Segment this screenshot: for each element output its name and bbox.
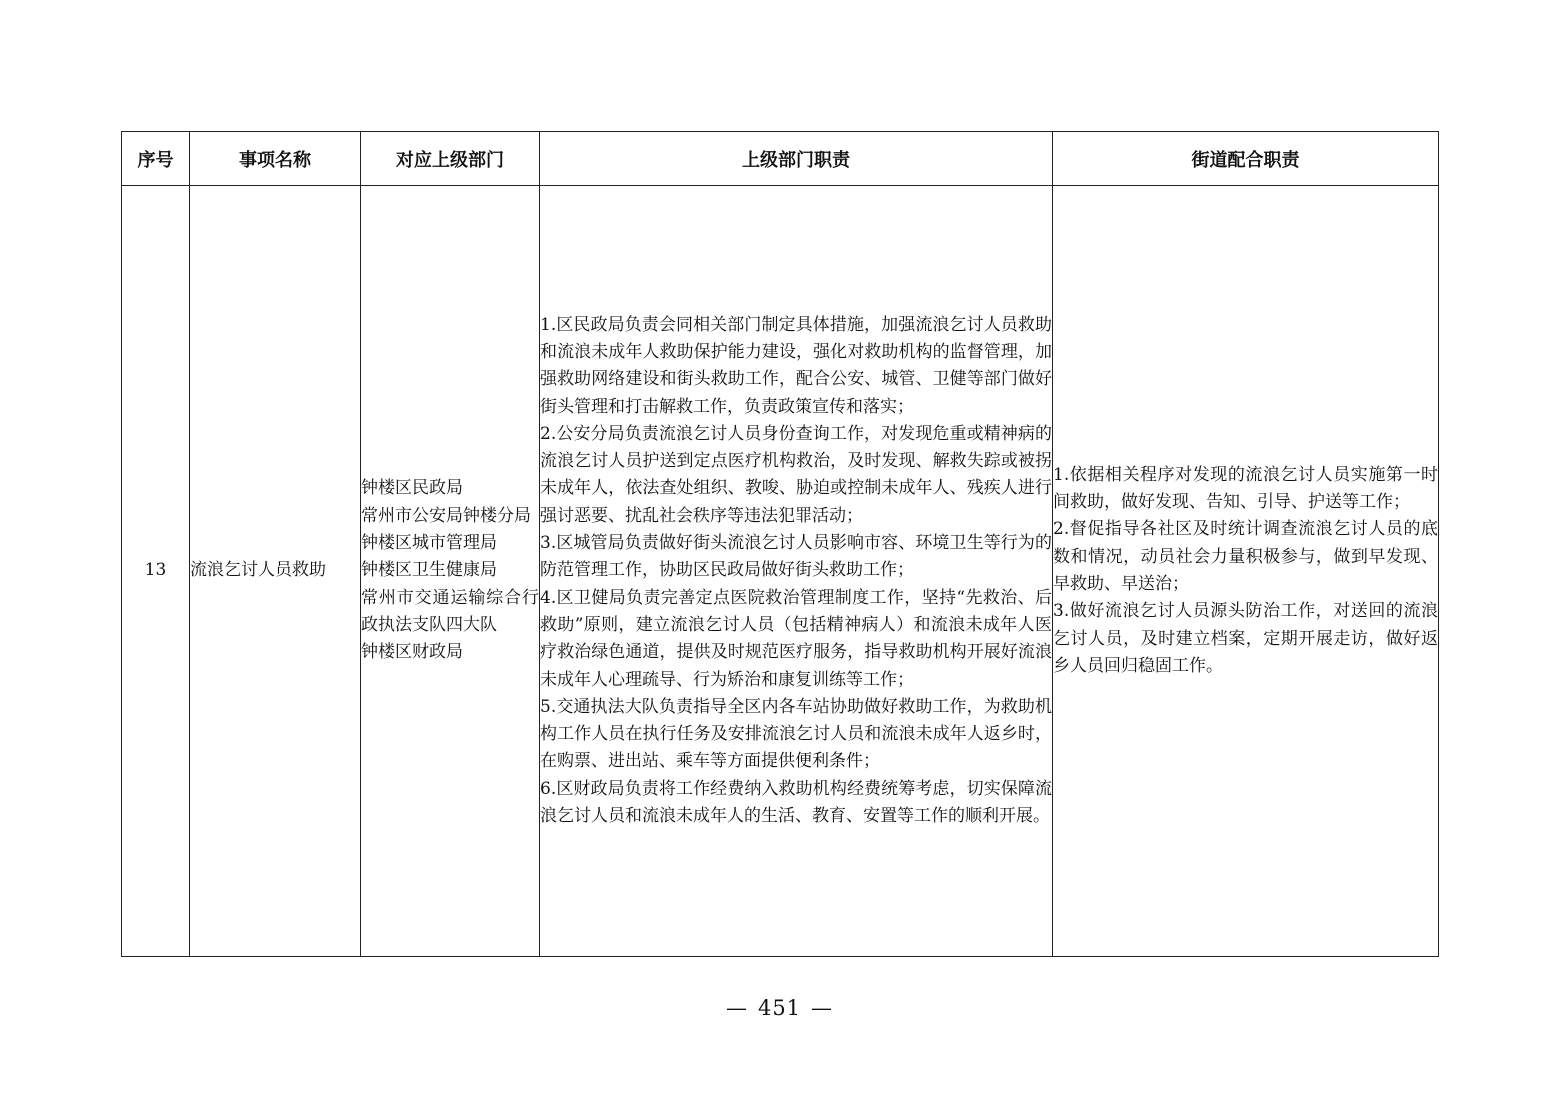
duty-table xyxy=(121,131,1439,957)
department-item: 常州市交通运输综合行政执法支队四大队 xyxy=(361,587,539,635)
header-superior-duties: 上级部门职责 xyxy=(540,132,1053,186)
row-number: 13 xyxy=(122,186,190,957)
department-item: 钟楼区财政局 xyxy=(361,642,463,663)
superior-duty-item: 6.区财政局负责将工作经费纳入救助机构经费统筹考虑，切实保障流浪乞讨人员和流浪未成年人的生活、教育、安置等工作的顺利开展。 xyxy=(540,778,1052,827)
street-duty-item: 2.督促指导各社区及时统计调查流浪乞讨人员的底数和情况，动员社会力量积极参与，做到早发现、早救助、早送治； xyxy=(1053,519,1438,594)
page-footer xyxy=(0,996,1559,1020)
superior-duty-item: 1.区民政局负责会同相关部门制定具体措施，加强流浪乞讨人员救助和流浪未成年人救助保护能力建设，强化对救助机构的监督管理，加强救助网络建设和街头救助工作，配合公安、城管、卫健等部门做好街头管理和打击解救工作，负责政策宣传和落实； xyxy=(540,314,1052,417)
street-duty-item: 1.依据相关程序对发现的流浪乞讨人员实施第一时间救助，做好发现、告知、引导、护送等工作； xyxy=(1053,464,1438,513)
footer-dash-left: — xyxy=(725,996,748,1020)
page-number: 451 xyxy=(757,996,802,1020)
department-item: 钟楼区城市管理局 xyxy=(361,533,497,554)
table-header-row xyxy=(122,132,1439,186)
header-superior-department: 对应上级部门 xyxy=(361,132,540,186)
footer-dash-right: — xyxy=(811,996,834,1020)
superior-duty-item: 5.交通执法大队负责指导全区内各车站协助做好救助工作，为救助机构工作人员在执行任务及安排流浪乞讨人员和流浪未成年人返乡时，在购票、进出站、乘车等方面提供便利条件； xyxy=(540,696,1052,772)
item-name: 流浪乞讨人员救助 xyxy=(190,560,326,581)
street-duty-item: 3.做好流浪乞讨人员源头防治工作，对送回的流浪乞讨人员，及时建立档案，定期开展走访，做好返乡人员回归稳固工作。 xyxy=(1053,601,1438,676)
superior-duty-item: 3.区城管局负责做好街头流浪乞讨人员影响市容、环境卫生等行为的防范管理工作，协助区民政局做好街头救助工作； xyxy=(540,533,1052,581)
header-item-name: 事项名称 xyxy=(190,132,361,186)
department-item: 常州市公安局钟楼分局 xyxy=(361,505,531,526)
superior-duties-cell xyxy=(540,186,1053,957)
header-street-duties: 街道配合职责 xyxy=(1053,132,1439,186)
superior-duty-item: 4.区卫健局负责完善定点医院救治管理制度工作，坚持“先救治、后救助”原则，建立流浪乞讨人员（包括精神病人）和流浪未成年人医疗救治绿色通道，提供及时规范医疗服务，指导救助机构开展好流浪未成年人心理疏导、行为矫治和康复训练等工作； xyxy=(540,587,1052,690)
item-name-cell xyxy=(190,186,361,957)
header-number: 序号 xyxy=(122,132,190,186)
department-item: 钟楼区民政局 xyxy=(361,478,463,499)
street-duties-cell xyxy=(1053,186,1439,957)
departments-cell xyxy=(361,186,540,957)
table-row xyxy=(122,186,1439,957)
department-item: 钟楼区卫生健康局 xyxy=(361,560,497,581)
superior-duty-item: 2.公安分局负责流浪乞讨人员身份查询工作，对发现危重或精神病的流浪乞讨人员护送到定点医疗机构救治，及时发现、解救失踪或被拐未成年人，依法查处组织、教唆、胁迫或控制未成年人、残疾人进行强讨恶要、扰乱社会秩序等违法犯罪活动； xyxy=(540,423,1052,526)
